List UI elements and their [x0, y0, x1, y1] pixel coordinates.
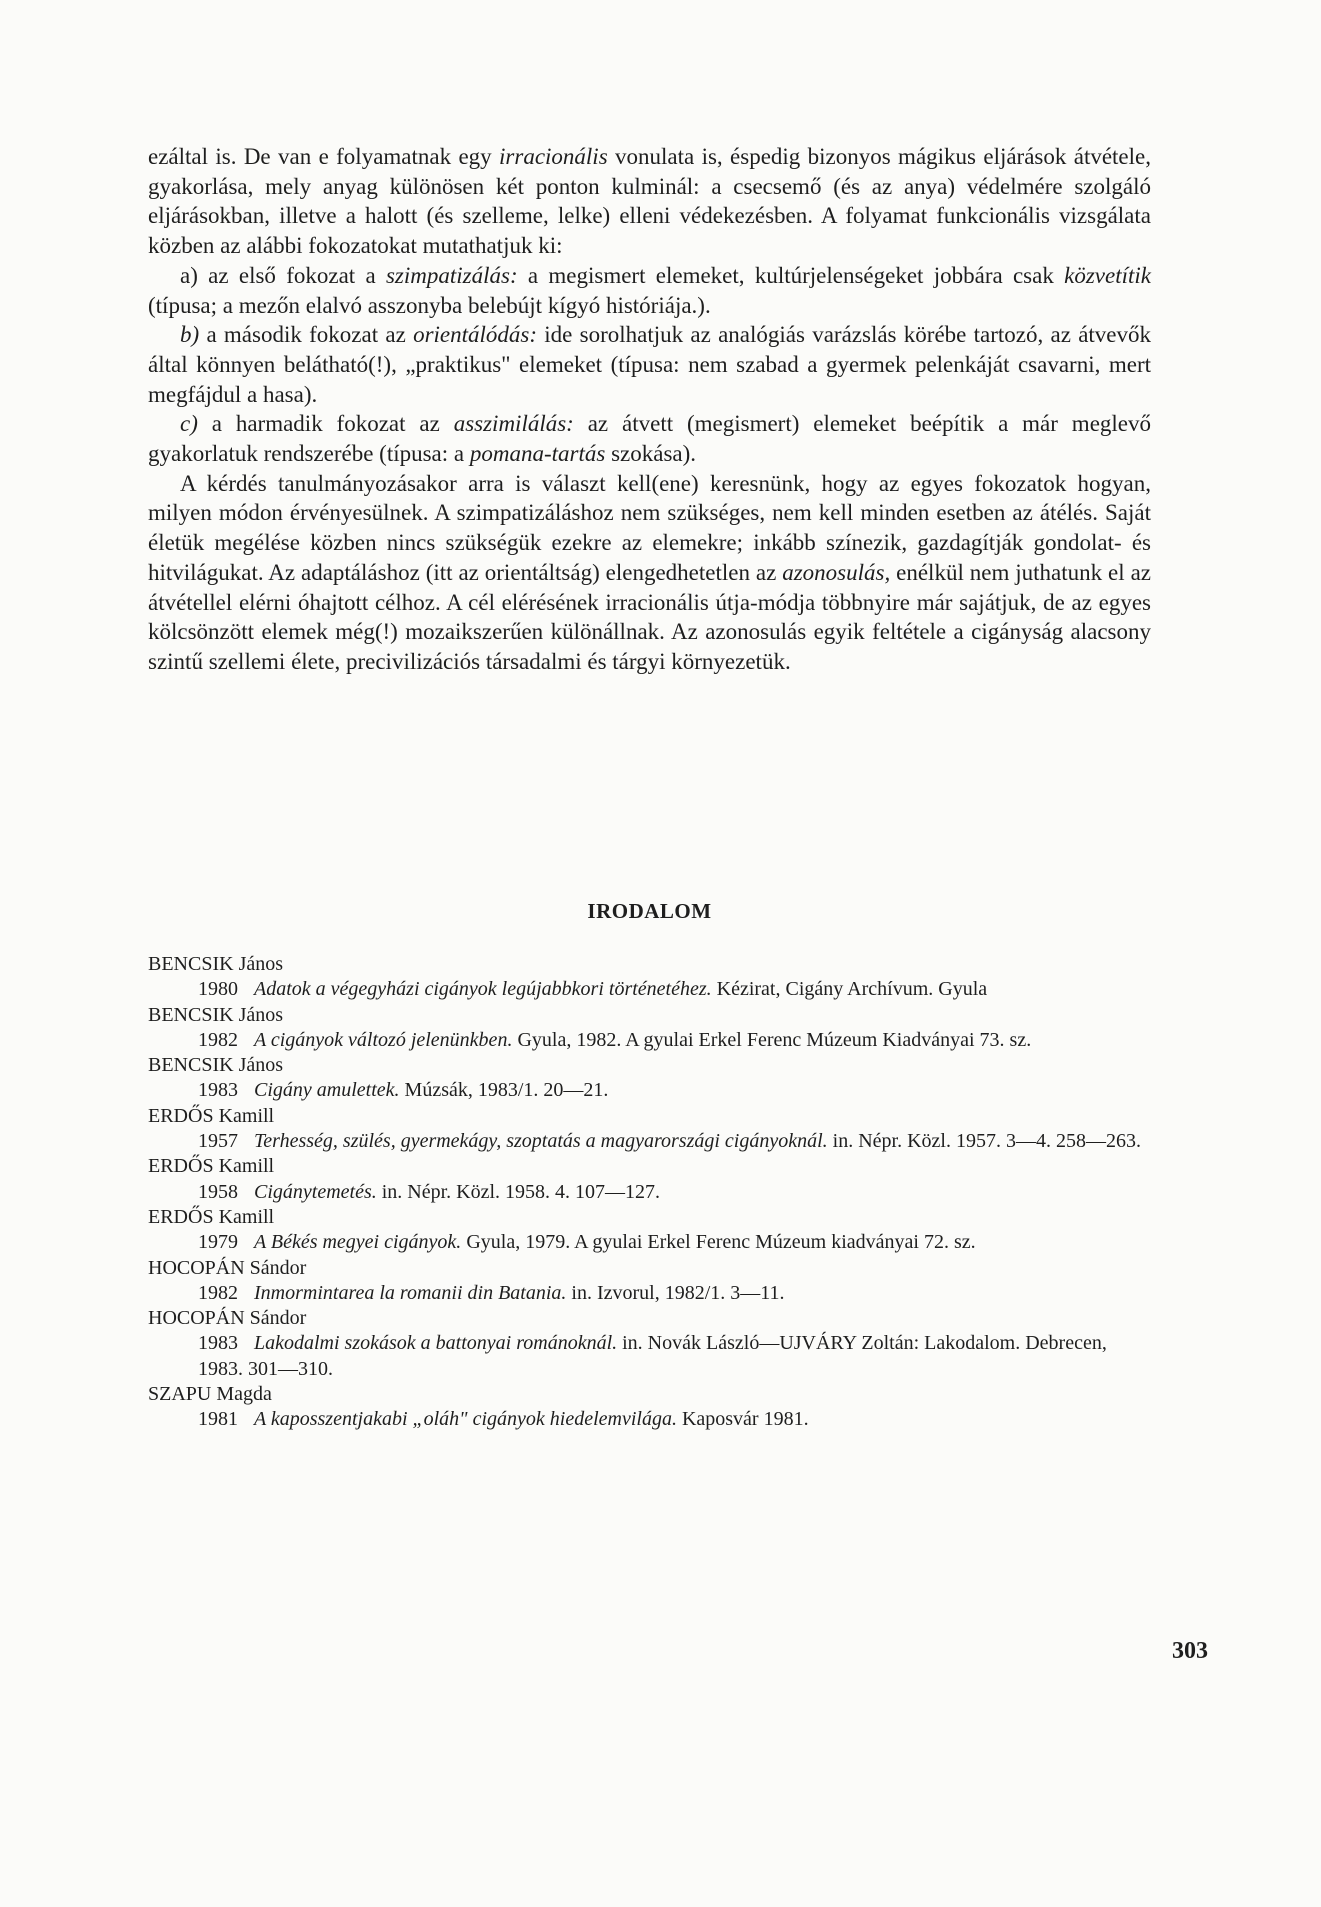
reference-source: in. Népr. Közl. 1957. 3—4. 258—263.: [827, 1130, 1141, 1153]
reference-author: ERDŐS Kamill: [148, 1104, 275, 1127]
reference-title: Lakodalmi szokások a battonyai románoknál.: [254, 1332, 618, 1355]
reference-detail: [148, 1028, 1151, 1053]
reference-source: Múzsák, 1983/1. 20—21.: [399, 1079, 609, 1102]
reference-entry: [148, 1306, 1151, 1382]
reference-title: A kaposszentjakabi „oláh" cigányok hiedelemvilága.: [254, 1408, 677, 1431]
reference-detail: [148, 1129, 1151, 1154]
document-page: [148, 142, 1208, 1664]
reference-author: HOCOPÁN Sándor: [148, 1307, 307, 1330]
reference-title: Adatok a végegyházi cigányok legújabbkori történetéhez.: [254, 978, 712, 1001]
reference-author: BENCSIK János: [148, 1054, 284, 1077]
body-text: [148, 142, 1151, 677]
paragraph-4: [148, 409, 1151, 468]
reference-entry: [148, 952, 1151, 1003]
text-run: szokása).: [605, 441, 697, 467]
reference-title: Cigánytemetés.: [254, 1180, 377, 1203]
text-run: ezáltal is. De van e folyamatnak egy: [148, 144, 500, 169]
paragraph-2: [148, 261, 1151, 320]
reference-entry: [148, 1104, 1151, 1155]
text-run: A kérdés tanulmányozásakor arra is választ kell(ene) keresnünk, hogy az egyes fokozatok hogyan, milyen módon érvényesülnek. A szimpatizáláshoz nem szükséges, nem kell minden esetben az átélés. Saját életük megélése közben nincs szükségük ezekre az elemekre; inkább színezik, gazdagítják gondolat- és hitvilágukat. Az adaptáláshoz (itt az orientáltság) elengedhetetlen az: [148, 470, 1151, 585]
reference-year: 1981: [198, 1408, 238, 1431]
paragraph-5: [148, 469, 1151, 677]
reference-year: 1982: [198, 1281, 238, 1304]
reference-year: 1982: [198, 1028, 238, 1051]
reference-detail: [148, 1078, 1151, 1103]
italic-text: irracionális: [499, 144, 608, 169]
text-run: a harmadik fokozat az: [197, 411, 454, 437]
reference-author: ERDŐS Kamill: [148, 1155, 275, 1178]
reference-entry: [148, 1053, 1151, 1104]
reference-source: Gyula, 1979. A gyulai Erkel Ferenc Múzeum kiadványai 72. sz.: [461, 1231, 976, 1254]
text-run: a második fokozat az: [199, 322, 414, 348]
reference-title: Terhesség, szülés, gyermekágy, szoptatás a magyarországi cigányoknál.: [254, 1130, 828, 1153]
reference-detail: [148, 1180, 1151, 1205]
italic-text: közvetítik: [1064, 262, 1151, 288]
reference-author: SZAPU Magda: [148, 1383, 272, 1406]
reference-entry: [148, 1382, 1151, 1433]
italic-text: azonosulás,: [782, 559, 891, 585]
section-title: IRODALOM: [587, 899, 712, 923]
reference-author: BENCSIK János: [148, 1003, 284, 1026]
paragraph-1: [148, 142, 1151, 261]
reference-author: BENCSIK János: [148, 953, 284, 975]
text-run: az átvett (megismert) elemeket beépítik a már meglevő gyakorlatuk rendszerébe (típusa: a: [148, 411, 1151, 467]
reference-year: 1958: [198, 1180, 238, 1203]
text-run: a megismert elemeket, kultúrjelenségeket jobbára csak: [517, 262, 1065, 288]
reference-year: 1983: [198, 1079, 238, 1102]
reference-source: Gyula, 1982. A gyulai Erkel Ferenc Múzeum Kiadványai 73. sz.: [512, 1028, 1032, 1051]
text-run: vonulata is, éspedig bizonyos mágikus eljárások átvétele, gyakorlása, mely anyag különösen két ponton kulminál: a csecsemő (és az anya) védelmére szolgáló eljárásokban, illetve a halott (és szelleme, lelke) elleni védekezésben. A folyamat funkcionális vizsgálata közben az alábbi fokozatokat mutathatjuk ki:: [148, 144, 1151, 259]
reference-entry: [148, 1205, 1151, 1256]
reference-title: A Békés megyei cigányok.: [254, 1231, 462, 1254]
reference-detail: [148, 1230, 1151, 1255]
reference-year: 1980: [198, 978, 238, 1001]
reference-title: Inmormintarea la romanii din Batania.: [254, 1281, 567, 1304]
reference-source: in. Népr. Közl. 1958. 4. 107—127.: [376, 1180, 661, 1203]
italic-text: c): [180, 411, 198, 437]
text-run: enélkül nem juthatunk el az átvétellel elérni óhajtott célhoz. A cél elérésének irracionális útja-módja többnyire már sajátjuk, de az egyes kölcsönzött elemek még(!) mozaikszerűen különállnak. Az azonosulás egyik feltétele a cigányság alacsony szintű szellemi élete, precivilizációs társadalmi és tárgyi környezetük.: [148, 559, 1151, 674]
reference-detail: [148, 977, 1151, 1002]
italic-text: b): [180, 322, 200, 348]
italic-text: pomana-tartás: [469, 441, 606, 467]
reference-author: ERDŐS Kamill: [148, 1205, 275, 1228]
reference-detail: [148, 1407, 1151, 1432]
reference-title: A cigányok változó jelenünkben.: [254, 1028, 513, 1051]
reference-detail: [148, 1281, 1151, 1306]
text-run: a) az első fokozat a: [180, 262, 386, 288]
text-run: ide sorolhatjuk az analógiás varázslás körébe tartozó, az átvevők által könnyen belátható(!), „praktikus" elemeket (típusa: nem szabad a gyermek pelenkáját csavarni, mert megfájdul a hasa).: [148, 322, 1151, 407]
reference-year: 1979: [198, 1231, 238, 1254]
reference-entry: [148, 1256, 1151, 1307]
italic-text: orientálódás:: [413, 322, 538, 348]
italic-text: asszimilálás:: [453, 411, 574, 437]
reference-list: [148, 952, 1151, 1433]
reference-source: Kézirat, Cigány Archívum. Gyula: [711, 978, 988, 1001]
reference-year: 1983: [198, 1332, 238, 1355]
text-run: (típusa; a mezőn elalvó asszonyba belebújt kígyó históriája.).: [148, 292, 711, 318]
reference-year: 1957: [198, 1130, 238, 1153]
page-number: 303: [1172, 1638, 1208, 1664]
reference-source: Kaposvár 1981.: [676, 1408, 809, 1431]
paragraph-3: [148, 320, 1151, 409]
reference-entry: [148, 1003, 1151, 1054]
reference-source: in. Izvorul, 1982/1. 3—11.: [566, 1281, 785, 1304]
reference-source: in. Novák László—UJVÁRY Zoltán: Lakodalom. Debrecen, 1983. 301—310.: [198, 1332, 1107, 1380]
italic-text: szimpatizálás:: [385, 262, 518, 288]
reference-author: HOCOPÁN Sándor: [148, 1256, 307, 1279]
reference-title: Cigány amulettek.: [254, 1079, 400, 1102]
reference-entry: [148, 1154, 1151, 1205]
reference-detail: [148, 1331, 1151, 1382]
